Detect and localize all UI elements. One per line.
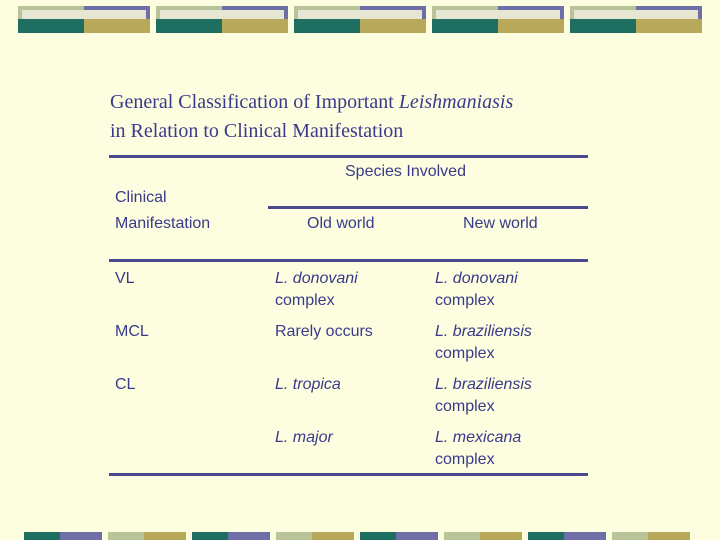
banner-block (294, 6, 426, 33)
row-header-line-1: Clinical (115, 189, 167, 206)
cell-line: L. braziliensis (435, 376, 532, 393)
cell-line: complex (435, 451, 495, 468)
banner-segment (228, 532, 270, 540)
old-world-cell (275, 321, 373, 343)
header-bottom-rule (109, 259, 588, 262)
row-label: CL (115, 376, 136, 393)
cell-line: L. braziliensis (435, 323, 532, 340)
row-label: VL (115, 270, 135, 287)
banner-segment (144, 532, 186, 540)
cell-line: complex (435, 398, 495, 415)
title-line-1 (110, 88, 670, 117)
cell-line: complex (435, 345, 495, 362)
banner-segment (60, 532, 102, 540)
table-bottom-rule (109, 473, 588, 476)
banner-block (18, 6, 150, 33)
cell-line: L. major (275, 429, 333, 446)
banner-segment (360, 532, 396, 540)
table-top-rule (109, 155, 588, 158)
title-italic-term: Leishmaniasis (398, 91, 514, 113)
cell-line: L. tropica (275, 376, 341, 393)
new-world-cell (435, 427, 521, 471)
new-world-cell (435, 321, 532, 365)
banner-segment (564, 532, 606, 540)
banner-segment (192, 532, 228, 540)
group-header: Species Involved (345, 163, 466, 180)
group-header-rule (268, 206, 588, 209)
bottom-banner (0, 532, 720, 540)
col-header-new-world: New world (463, 215, 538, 232)
banner-segment (108, 532, 144, 540)
old-world-cell (275, 427, 333, 449)
banner-segment (24, 532, 60, 540)
cell-line: L. mexicana (435, 429, 522, 446)
slide-title (110, 88, 670, 146)
banner-segment (648, 532, 690, 540)
banner-segment (528, 532, 564, 540)
new-world-cell (435, 374, 532, 418)
col-header-old-world: Old world (307, 215, 375, 232)
banner-segment (480, 532, 522, 540)
banner-segment (612, 532, 648, 540)
row-header-line-2: Manifestation (115, 215, 211, 232)
old-world-cell (275, 374, 341, 396)
banner-segment (312, 532, 354, 540)
banner-block (156, 6, 288, 33)
banner-block (432, 6, 564, 33)
cell-line: L. donovani (275, 270, 358, 287)
title-line-2: in Relation to Clinical Manifestation (110, 120, 404, 142)
new-world-cell (435, 268, 518, 312)
banner-block (570, 6, 702, 33)
banner-segment (396, 532, 438, 540)
title-prefix: General Classification of Important (110, 91, 399, 113)
cell-line: Rarely occurs (275, 323, 373, 340)
old-world-cell (275, 268, 358, 312)
cell-line: complex (275, 292, 335, 309)
cell-line: complex (435, 292, 495, 309)
banner-segment (276, 532, 312, 540)
row-label: MCL (115, 323, 149, 340)
banner-segment (444, 532, 480, 540)
cell-line: L. donovani (435, 270, 518, 287)
